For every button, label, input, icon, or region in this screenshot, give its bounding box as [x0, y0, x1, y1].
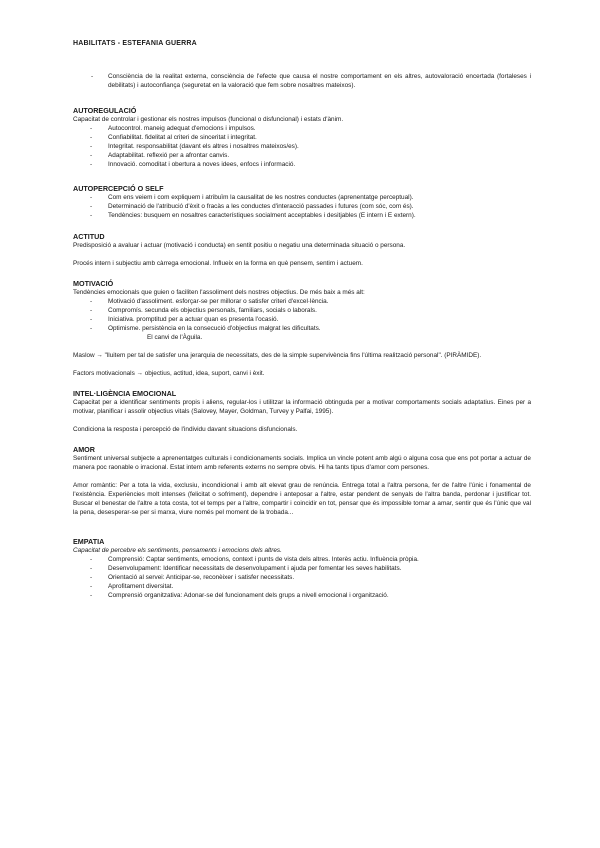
list-item: - Motivació d'assoliment. esforçar-se per millorar o satisfer criteri d'excel·lència.: [108, 297, 531, 306]
section-text: Procés intern i subjectiu amb càrrega emocional. Influeix en la forma en què pensem, sentim i actuem.: [73, 260, 363, 267]
list-item: - Innovació. comoditat i obertura a noves idees, enfocs i informació.: [108, 160, 531, 169]
page-header: HABILITATS - ESTEFANIA GUERRA: [73, 40, 197, 47]
list-item: - Autocontrol. maneig adequat d'emocions i impulsos.: [108, 124, 531, 133]
section-title-autopercepcio: AUTOPERCEPCIÓ O SELF: [73, 184, 164, 193]
list-item: - Aprofitament diversitat.: [108, 582, 531, 591]
list-item: - Adaptabilitat. reflexió per a afrontar canvis.: [108, 151, 531, 160]
empatia-list: [73, 555, 531, 600]
section-title-motivacio: MOTIVACIÓ: [73, 279, 114, 288]
list-item: - Comprensió organitzativa: Adonar-se del funcionament dels grups a nivell emocional i organització.: [108, 591, 531, 600]
autopercepcio-list: [73, 193, 531, 220]
list-item: - Iniciativa. promptitud per a actuar quan es presenta l'ocasió.: [108, 315, 531, 324]
section-text: Capacitat per a identificar sentiments propis i aliens, regular-los i utilitzar la informació obtinguda per a motivar comportaments socials adaptatius. Eines per a motivar, planificar i assolir objectius vitals (Salovey, Mayer, Goldman, Turvey y Palfai, 1995).: [73, 399, 531, 415]
section-title-intel: INTEL·LIGÈNCIA EMOCIONAL: [73, 389, 177, 398]
list-item: - Consciència de la realitat externa, consciència de l'efecte que causa el nostre comportament en els altres, autovaloració encertada (fortaleses i debilitats) i autoconfiança (seguretat en la valoració que fem sobre nosaltres mateixos).: [108, 72, 531, 90]
section-text: Maslow → "lluitem per tal de satisfer una jerarquia de necessitats, des de la simple supervivència fins l'última realització personal". (PIRÀMIDE).: [73, 352, 482, 359]
section-title-autoregulacio: AUTOREGULACIÓ: [73, 106, 137, 115]
list-item: - Desenvolupament: Identificar necessitats de desenvolupament i ajuda per fomentar les seves habilitats.: [108, 564, 531, 573]
section-text: Capacitat de controlar i gestionar els nostres impulsos (funcional o disfuncional) i estats d'ànim.: [73, 116, 344, 123]
section-text: Amor romàntic: Per a tota la vida, exclusiu, incondicional i amb alt elevat grau de renúncia. Entrega total a l'altra persona, fer de l'altre l'únic i fonamental de l'existència. Experiències molt intenses (felicitat o sofriment), dependre i anteposar a l'altre, estar pendent de senyals de l'altra banda, perdonar i justificar tot. Buscar el benestar de l'altre a tota costa, tot el temps per a l'altre, compartir i coincidir en tot, pensar que és impossible tornar a amar, sentir que és l'únic que val la pena, desesperar-se per si marxa, viure només pel moment de la trobada...: [73, 482, 531, 516]
section-text: Factors motivacionals → objectius, actitud, idea, suport, canvi i èxit.: [73, 370, 265, 377]
motivacio-note: El canvi de l'Àguila.: [147, 334, 203, 341]
section-title-actitud: ACTITUD: [73, 232, 105, 241]
intro-list: [91, 72, 531, 90]
autoregulacio-list: [73, 124, 531, 169]
list-item: - Confiabilitat. fidelitat al criteri de sinceritat i integritat.: [108, 133, 531, 142]
section-title-empatia: EMPATIA: [73, 537, 105, 546]
list-item: - Compromís. secunda els objectius personals, familiars, socials o laborals.: [108, 306, 531, 315]
section-text: Capacitat de percebre els sentiments, pensaments i emocions dels altres.: [73, 547, 282, 554]
section-text: Condiciona la resposta i percepció de l'individu davant situacions disfuncionals.: [73, 426, 298, 433]
list-item: - Determinació de l'atribució d'èxit o fracàs a les conductes d'interacció passades i futures (com sóc, com és).: [108, 202, 531, 211]
list-item: - Com ens veiem i com expliquem i atribuïm la causalitat de les nostres conductes (aprenentatge perceptual).: [108, 193, 531, 202]
section-text: Sentiment universal subjecte a aprenentatges culturals i condicionaments socials. Implica un vincle potent amb algú o alguna cosa que ens pot portar a actuar de manera poc raonable o irracional. Estat intern amb referents externs no sempre obvis. Hi ha tants tipus d'amor com persones.: [73, 455, 531, 471]
section-text: Tendències emocionals que guien o faciliten l'assoliment dels nostres objectius. De més baix a més alt:: [73, 289, 365, 296]
list-item: - Orientació al servei: Anticipar-se, reconèixer i satisfer necessitats.: [108, 573, 531, 582]
list-item: - Integritat. responsabilitat (davant els altres i nosaltres mateixos/es).: [108, 142, 531, 151]
list-item: - Tendències: busquem en nosaltres característiques socialment acceptables i desitjables (E intern i E extern).: [108, 211, 531, 220]
section-text: Predisposició a avaluar i actuar (motivació i conducta) en sentit positiu o negatiu una determinada situació o persona.: [73, 242, 406, 249]
list-item: - Comprensió: Captar sentiments, emocions, context i punts de vista dels altres. Interès actiu. Influència pròpia.: [108, 555, 531, 564]
list-item: - Optimisme. persistència en la consecució d'objectius malgrat les dificultats.: [108, 324, 531, 333]
motivacio-list: [73, 297, 531, 333]
section-title-amor: AMOR: [73, 445, 95, 454]
document-body: [73, 72, 531, 600]
